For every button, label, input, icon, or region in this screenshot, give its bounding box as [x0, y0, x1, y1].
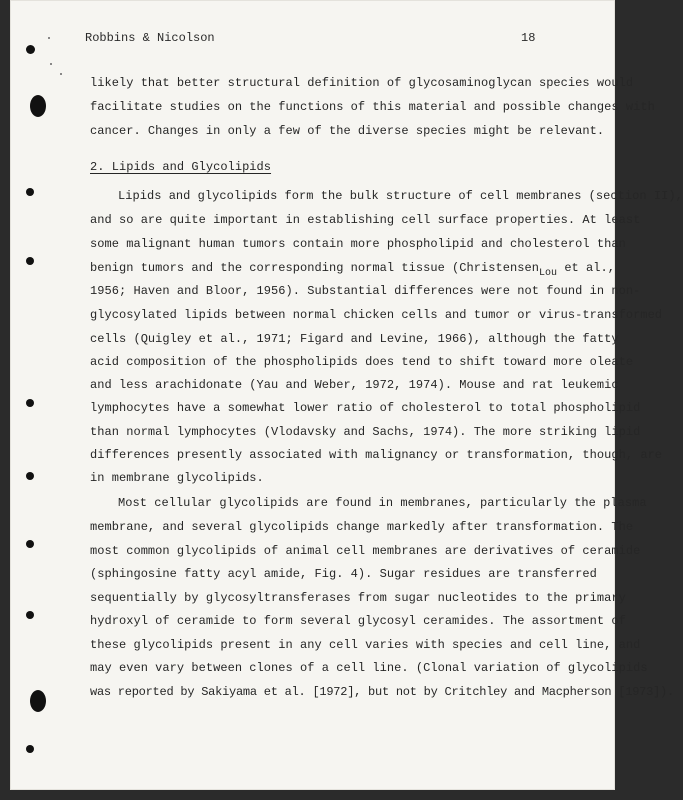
specks	[50, 63, 52, 65]
text-line: likely that better structural definition of glycosaminoglycan species would	[90, 76, 634, 90]
text-line: lymphocytes have a somewhat lower ratio of cholesterol to total phospholipid	[90, 401, 641, 415]
text-line: cells (Quigley et al., 1971; Figard and Levine, 1966), although the fatty	[90, 332, 619, 346]
page-number: 18	[521, 31, 536, 45]
binder-hole	[26, 257, 34, 265]
binder-hole	[30, 95, 46, 117]
text-line: than normal lymphocytes (Vlodavsky and Sachs, 1974). The more striking lipid	[90, 425, 641, 439]
binder-hole	[26, 745, 34, 753]
text-line: may even vary between clones of a cell line. (Clonal variation of glycolipids	[90, 661, 648, 675]
text-line	[90, 261, 616, 279]
running-header: Robbins & Nicolson	[85, 31, 215, 45]
text-line: membrane, and several glycolipids change markedly after transformation. The	[90, 520, 634, 534]
text-line: was reported by Sakiyama et al. [1972], but not by Critchley and Macpherson [1973]).	[90, 685, 674, 699]
text-line: these glycolipids present in any cell varies with species and cell line, and	[90, 638, 641, 652]
text-line: glycosylated lipids between normal chicken cells and tumor or virus-transformed	[90, 308, 663, 322]
binder-hole	[26, 540, 34, 548]
text-line: 1956; Haven and Bloor, 1956). Substantial differences were not found in non-	[90, 284, 641, 298]
text-line: facilitate studies on the functions of this material and possible changes with	[90, 100, 655, 114]
text-line: in membrane glycolipids.	[90, 471, 264, 485]
text-line: some malignant human tumors contain more phospholipid and cholesterol than	[90, 237, 626, 251]
section-heading: 2. Lipids and Glycolipids	[90, 160, 272, 174]
text-line: Most cellular glycolipids are found in membranes, particularly the plasma	[118, 496, 647, 510]
text-line: most common glycolipids of animal cell membranes are derivatives of ceramide	[90, 544, 641, 558]
text-line: cancer. Changes in only a few of the diverse species might be relevant.	[90, 124, 605, 138]
binder-hole	[26, 45, 35, 54]
binder-hole	[26, 399, 34, 407]
binder-hole	[26, 472, 34, 480]
handwritten-insertion: Lou	[538, 268, 558, 279]
document-page	[10, 0, 683, 790]
text-line: acid composition of the phospholipids does tend to shift toward more oleate	[90, 355, 634, 369]
binder-hole	[30, 690, 46, 712]
text-line: hydroxyl of ceramide to form several glycosyl ceramides. The assortment of	[90, 614, 626, 628]
text-line: sequentially by glycosyltransferases from sugar nucleotides to the primary	[90, 591, 626, 605]
text-line: (sphingosine fatty acyl amide, Fig. 4). Sugar residues are transferred	[90, 567, 597, 581]
text-line: Lipids and glycolipids form the bulk structure of cell membranes (section II),	[118, 189, 683, 203]
text-line: and so are quite important in establishing cell surface properties. At least	[90, 213, 641, 227]
specks	[60, 73, 62, 75]
binder-hole	[26, 611, 34, 619]
text-line: and less arachidonate (Yau and Weber, 1972, 1974). Mouse and rat leukemic	[90, 378, 619, 392]
text-line: differences presently associated with malignancy or transformation, though, are	[90, 448, 663, 462]
binder-hole	[26, 188, 34, 196]
text-span: benign tumors and the corresponding normal tissue (Christensen	[90, 261, 539, 275]
specks	[48, 37, 50, 39]
text-span: et al.,	[557, 261, 616, 275]
